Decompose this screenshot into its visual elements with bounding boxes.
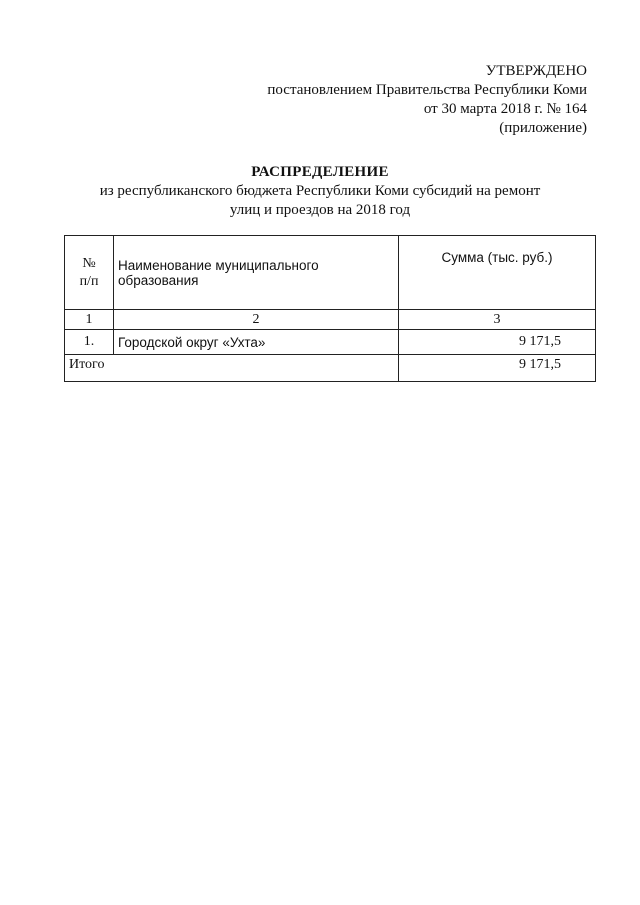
total-row [65, 355, 596, 382]
document-subtitle-line1: из республиканского бюджета Республики Коми субсидий на ремонт [99, 183, 541, 199]
document-subtitle-line2: улиц и проездов на 2018 год [229, 202, 411, 218]
header-number [65, 236, 114, 310]
approval-block [267, 62, 587, 138]
row-sum: 9 171,5 [399, 330, 596, 355]
table-header-row [65, 236, 596, 310]
column-number-3: 3 [399, 310, 596, 330]
header-number-symbol: № [82, 255, 96, 271]
distribution-table [64, 235, 596, 382]
document-title: РАСПРЕДЕЛЕНИЕ [251, 164, 389, 180]
approval-date: от 30 марта 2018 г. № 164 [423, 101, 587, 117]
approval-appendix: (приложение) [499, 120, 587, 136]
header-number-label: п/п [79, 273, 99, 289]
document-heading [0, 163, 640, 220]
total-label: Итого [65, 355, 399, 382]
row-name: Городской округ «Ухта» [114, 330, 399, 355]
total-sum: 9 171,5 [399, 355, 596, 382]
row-number: 1. [65, 330, 114, 355]
column-number-1: 1 [65, 310, 114, 330]
table-row [65, 330, 596, 355]
approval-decree: постановлением Правительства Республики Коми [267, 82, 587, 98]
approval-title: УТВЕРЖДЕНО [485, 63, 587, 79]
column-number-row [65, 310, 596, 330]
column-number-2: 2 [114, 310, 399, 330]
header-name: Наименование муниципального образования [114, 236, 399, 310]
header-sum: Сумма (тыс. руб.) [399, 236, 596, 310]
